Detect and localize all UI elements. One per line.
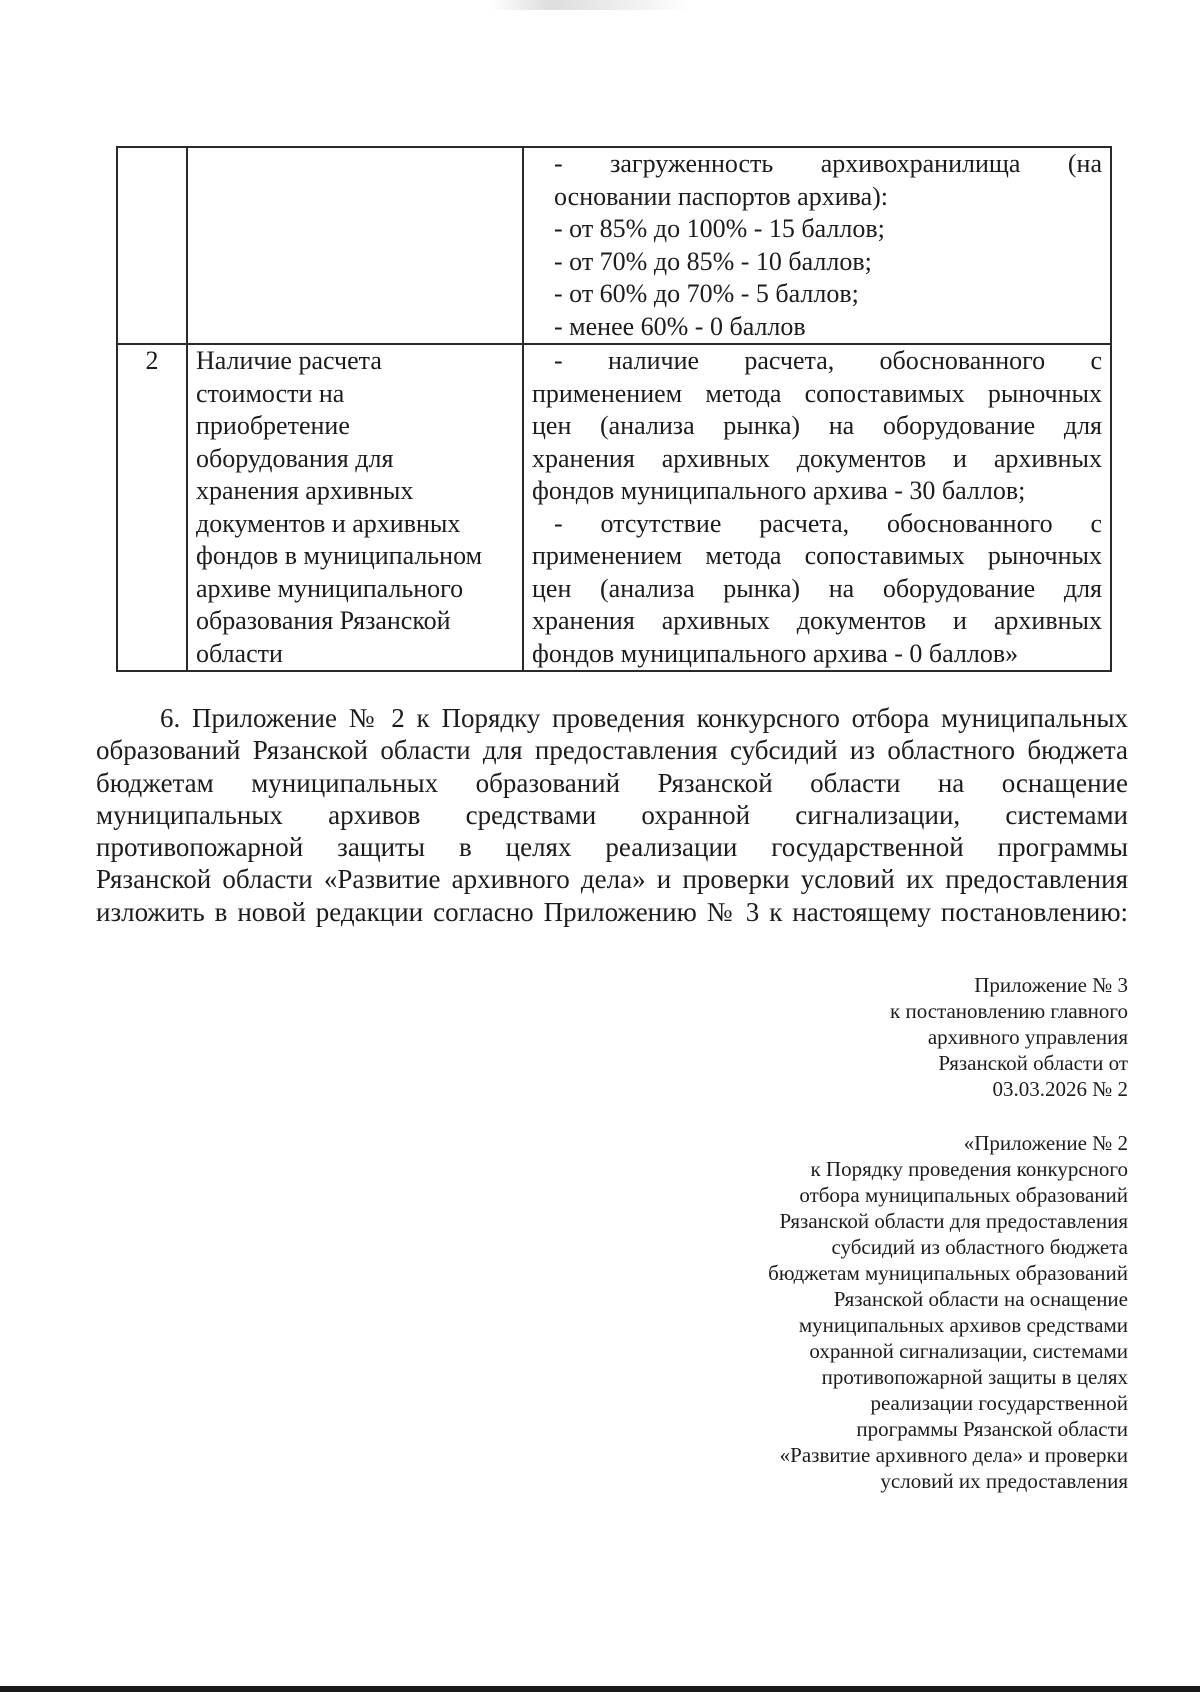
appendix-line: противопожарной защиты в целях xyxy=(821,1365,1128,1389)
paragraph-line: бюджетам муниципальных образований Рязанской области на оснащение xyxy=(96,767,1128,798)
score-line: основании паспортов архива): xyxy=(554,181,888,211)
paragraph-line: 6. Приложение № 2 к Порядку проведения конкурсного отбора муниципальных xyxy=(160,703,1128,733)
criterion-cell xyxy=(187,147,523,344)
score-line: - от 85% до 100% - 15 баллов; xyxy=(554,214,885,243)
appendix-line: Приложение № 3 xyxy=(974,973,1128,997)
table-row xyxy=(117,147,1111,344)
score-line: - от 70% до 85% - 10 баллов; xyxy=(554,246,872,276)
criteria-table xyxy=(116,146,1112,672)
criterion-line: образования Рязанской xyxy=(196,606,451,635)
appendix-line: реализации государственной xyxy=(870,1391,1128,1415)
score-cell xyxy=(523,147,1111,344)
paragraph-line: образований Рязанской области для предоставления субсидий из областного бюджета xyxy=(96,735,1128,766)
appendix-line: Рязанской области на оснащение xyxy=(833,1287,1128,1311)
scan-artifact xyxy=(490,0,690,10)
criterion-line: стоимости на xyxy=(196,378,345,408)
score-line: - менее 60% - 0 баллов xyxy=(554,311,806,341)
appendix-line: Рязанской области от xyxy=(938,1051,1128,1075)
appendix-line: муниципальных архивов средствами xyxy=(798,1313,1128,1337)
appendix-line: «Приложение № 2 xyxy=(963,1131,1128,1155)
appendix-line: субсидий из областного бюджета xyxy=(831,1235,1128,1259)
appendix-line: отбора муниципальных образований xyxy=(799,1183,1128,1207)
criterion-line: архиве муниципального xyxy=(196,573,464,603)
appendix-line: условий их предоставления xyxy=(880,1469,1128,1493)
table-row xyxy=(117,344,1111,671)
score-line: применением метода сопоставимых рыночных xyxy=(532,378,1102,408)
score-line: фондов муниципального архива - 30 баллов; xyxy=(532,476,1026,505)
score-line: хранения архивных документов и архивных xyxy=(532,606,1102,635)
criterion-line: приобретение xyxy=(196,411,350,440)
amendment-paragraph xyxy=(96,702,1128,928)
paragraph-line: противопожарной защиты в целях реализации государственной программы xyxy=(96,832,1128,863)
appendix-2-header xyxy=(768,1130,1128,1494)
criterion-line: Наличие расчета xyxy=(196,346,382,375)
score-line: фондов муниципального архива - 0 баллов» xyxy=(532,638,1019,668)
criterion-line: области xyxy=(196,638,283,668)
row-number: 2 xyxy=(117,344,187,671)
appendix-line: программы Рязанской области xyxy=(856,1417,1128,1441)
score-line: хранения архивных документов и архивных xyxy=(532,443,1102,473)
criterion-line: документов и архивных xyxy=(196,508,461,538)
appendix-line: архивного управления xyxy=(927,1025,1128,1049)
score-cell xyxy=(523,344,1111,671)
paragraph-line: Рязанской области «Развитие архивного дела» и проверки условий их предоставления xyxy=(96,864,1128,895)
appendix-line: Рязанской области для предоставления xyxy=(779,1209,1128,1233)
score-line: - от 60% до 70% - 5 баллов; xyxy=(554,279,859,308)
score-line: цен (анализа рынка) на оборудование для xyxy=(532,573,1102,603)
appendix-line: 03.03.2026 № 2 xyxy=(992,1077,1128,1101)
score-line: цен (анализа рынка) на оборудование для xyxy=(532,411,1102,440)
criterion-line: хранения архивных xyxy=(196,476,414,505)
paragraph-line: муниципальных архивов средствами охранной сигнализации, системами xyxy=(96,799,1128,830)
score-line: - отсутствие расчета, обоснованного с xyxy=(554,508,1102,538)
criterion-line: фондов в муниципальном xyxy=(196,541,483,570)
appendix-3-header xyxy=(890,972,1128,1102)
row-number xyxy=(117,147,187,344)
score-line: применением метода сопоставимых рыночных xyxy=(532,541,1102,570)
criterion-cell xyxy=(187,344,523,671)
criterion-line: оборудования для xyxy=(196,443,394,473)
paragraph-line: изложить в новой редакции согласно Приложению № 3 к настоящему постановлению: xyxy=(96,896,1128,927)
score-line: - загруженность архивохранилища (на xyxy=(554,149,1102,178)
appendix-line: к постановлению главного xyxy=(890,999,1128,1023)
score-line: - наличие расчета, обоснованного с xyxy=(554,346,1102,375)
appendix-line: «Развитие архивного дела» и проверки xyxy=(779,1443,1128,1467)
appendix-line: охранной сигнализации, системами xyxy=(809,1339,1128,1363)
appendix-line: к Порядку проведения конкурсного xyxy=(810,1157,1128,1181)
appendix-line: бюджетам муниципальных образований xyxy=(768,1261,1128,1285)
scan-edge xyxy=(0,1686,1200,1692)
